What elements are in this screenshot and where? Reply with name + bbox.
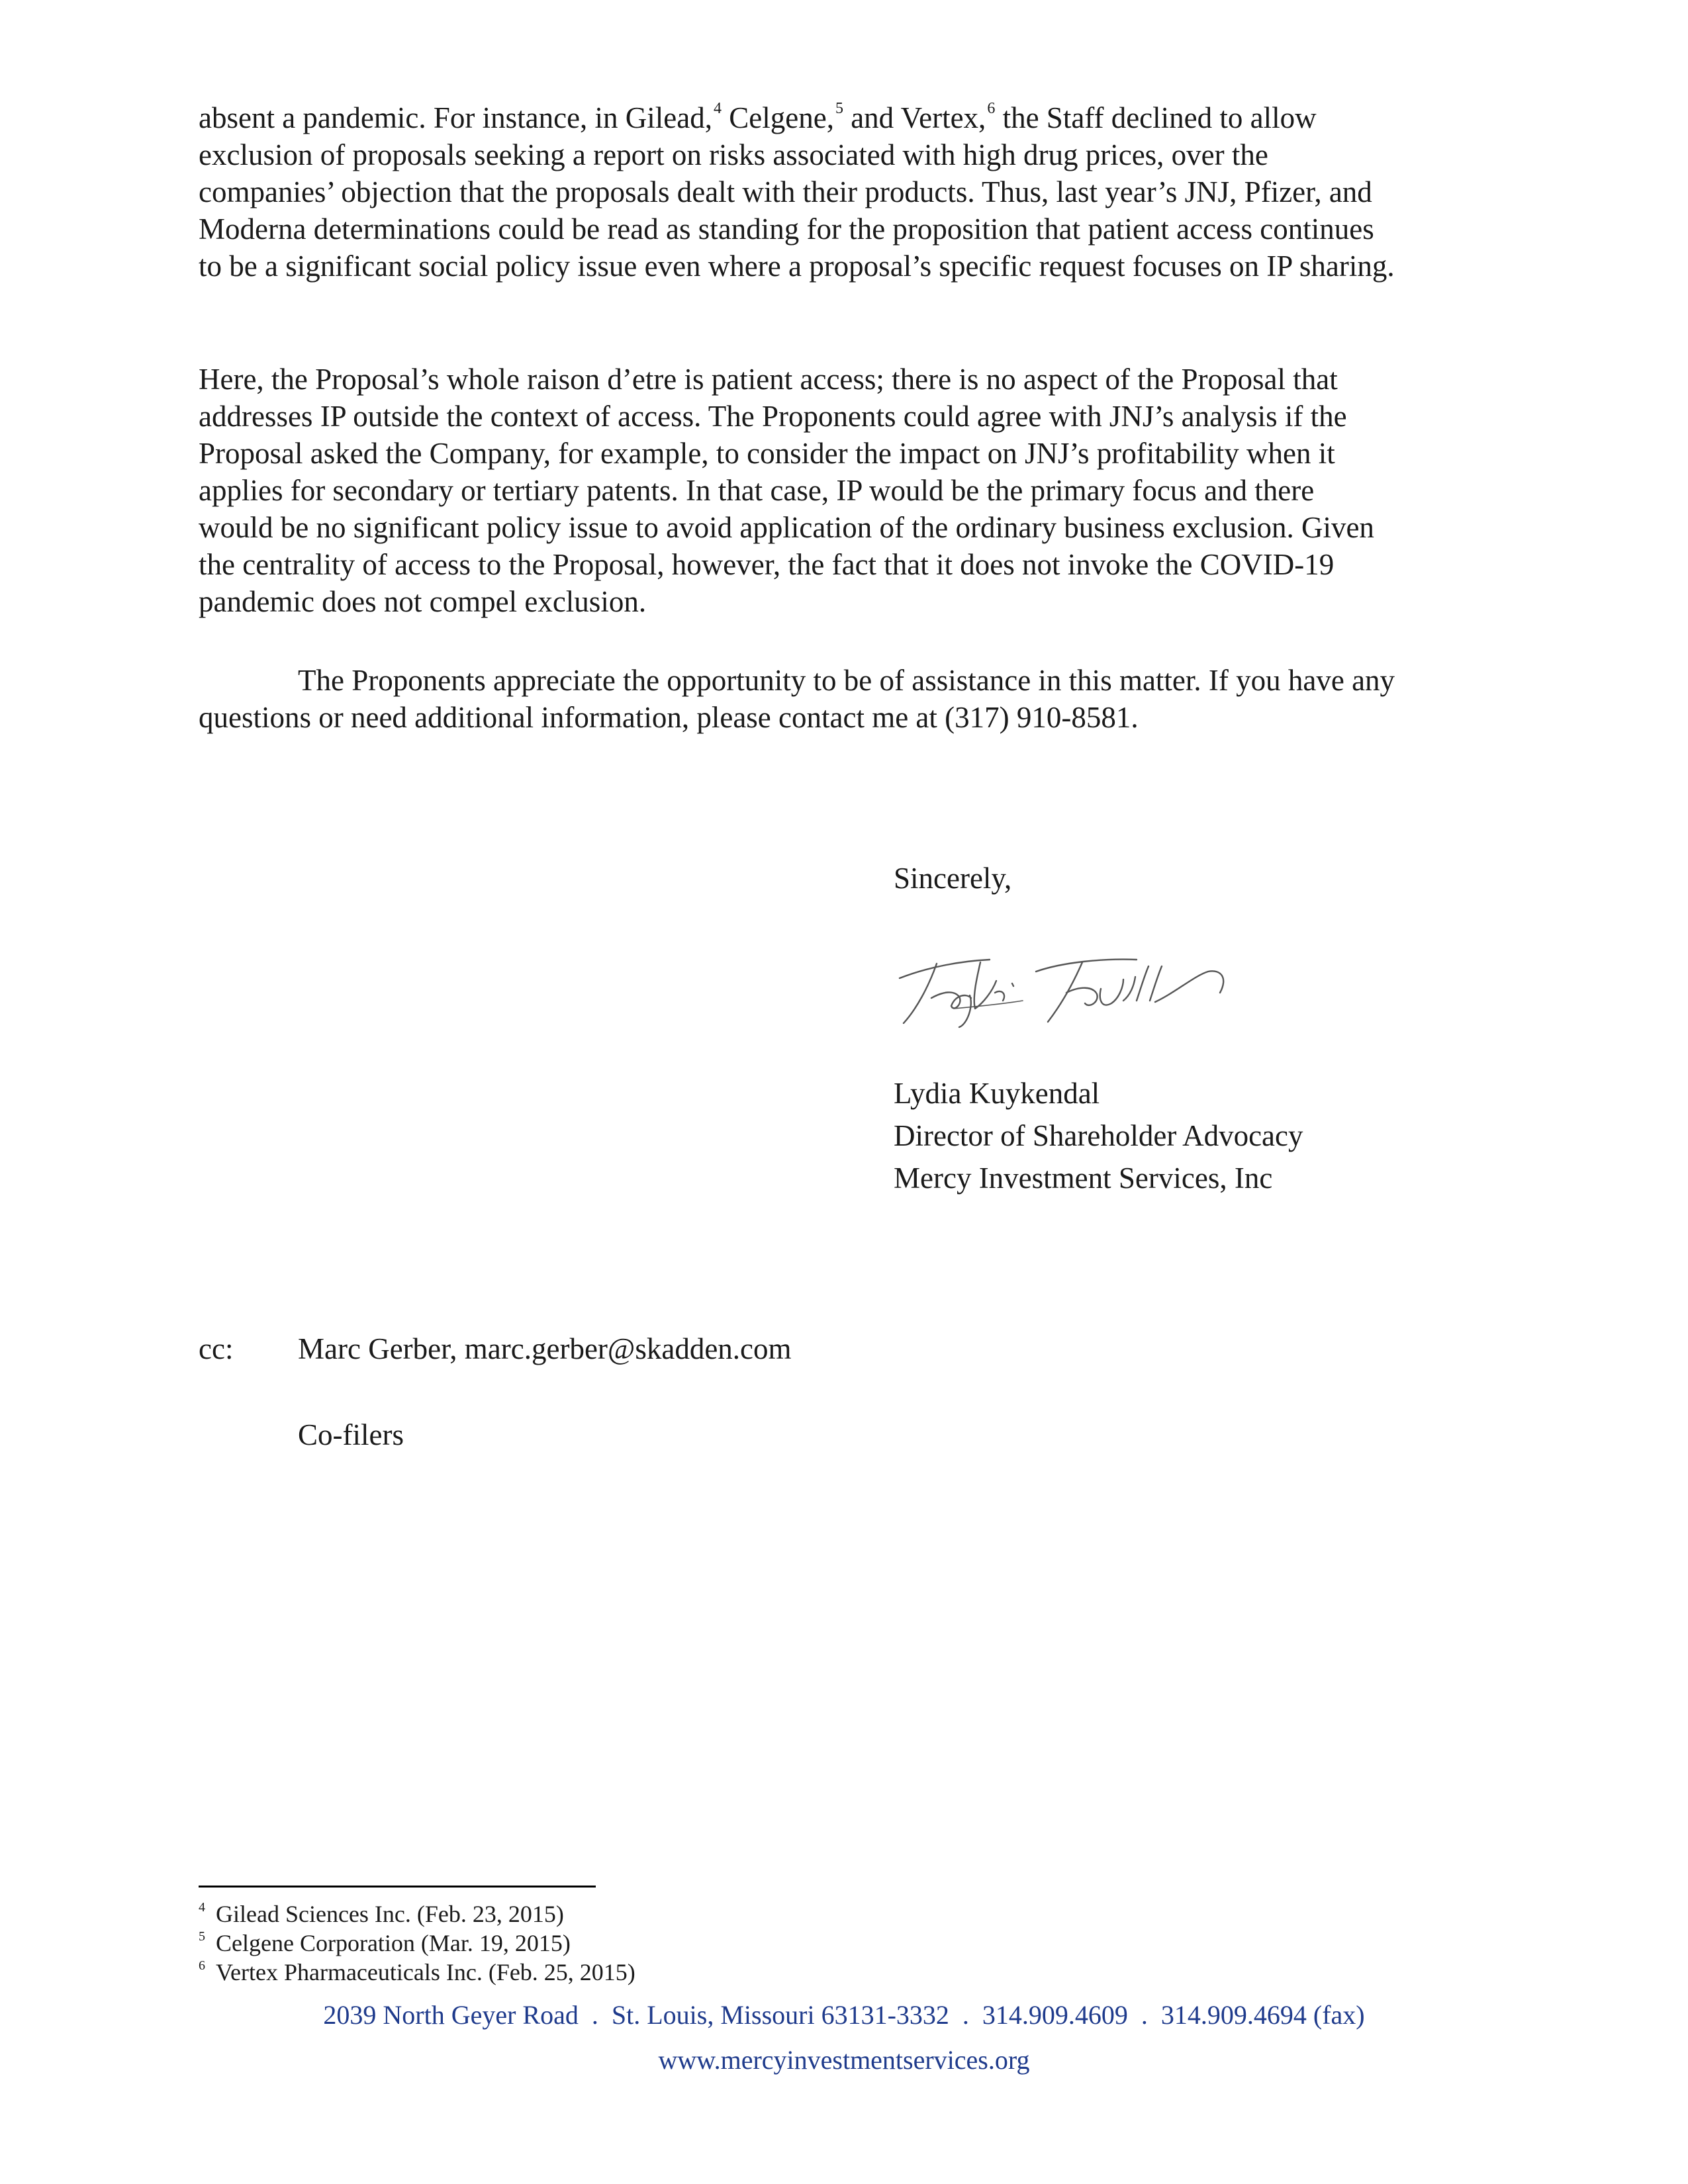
footnote-5	[199, 1929, 635, 1958]
paragraph-line: would be no significant policy issue to avoid application of the ordinary business exclusion. Given	[199, 511, 1374, 544]
footnote-ref-4[interactable]: 4	[714, 100, 722, 117]
cc-cofilers: Co-filers	[298, 1418, 404, 1451]
footnotes	[199, 1899, 635, 1987]
paragraph-line: companies’ objection that the proposals dealt with their products. Thus, last year’s JNJ, Pfizer, and	[199, 175, 1372, 208]
paragraph-line: questions or need additional information, please contact me at (317) 910-8581.	[199, 701, 1139, 734]
paragraph-line: pandemic does not compel exclusion.	[199, 585, 647, 618]
signer-title: Director of Shareholder Advocacy	[894, 1119, 1303, 1152]
footnote-mark: 6	[199, 1958, 205, 1973]
body-paragraph-3	[199, 662, 1523, 736]
paragraph-line: Moderna determinations could be read as standing for the proposition that patient access continues	[199, 212, 1374, 246]
footnote-mark: 4	[199, 1900, 205, 1915]
paragraph-line: The Proponents appreciate the opportunity to be of assistance in this matter. If you have any	[298, 664, 1395, 697]
paragraph-line: applies for secondary or tertiary patents. In that case, IP would be the primary focus and there	[199, 474, 1315, 507]
body-paragraph-1	[199, 99, 1523, 285]
footnote-ref-6[interactable]: 6	[987, 100, 996, 117]
footnote-ref-5[interactable]: 5	[835, 100, 843, 117]
footnote-text: Celgene Corporation (Mar. 19, 2015)	[216, 1930, 571, 1956]
text-run: absent a pandemic. For instance, in Gilead,	[199, 101, 713, 134]
handwritten-signature	[890, 940, 1241, 1032]
paragraph-line: Proposal asked the Company, for example, to consider the impact on JNJ’s profitability when it	[199, 437, 1335, 470]
closing-salutation: Sincerely,	[894, 862, 1012, 895]
paragraph-line: addresses IP outside the context of access. The Proponents could agree with JNJ’s analysis if the	[199, 400, 1347, 433]
signer-organization: Mercy Investment Services, Inc	[894, 1161, 1273, 1195]
footnote-4	[199, 1899, 635, 1929]
footnote-text: Gilead Sciences Inc. (Feb. 23, 2015)	[216, 1901, 564, 1927]
footnote-6	[199, 1958, 635, 1987]
paragraph-line: to be a significant social policy issue even where a proposal’s specific request focuses on IP sharing.	[199, 250, 1395, 283]
signer-block	[894, 1072, 1303, 1199]
paragraph-line: the centrality of access to the Proposal, however, the fact that it does not invoke the COVID-19	[199, 548, 1335, 581]
paragraph-line: exclusion of proposals seeking a report on risks associated with high drug prices, over the	[199, 138, 1268, 171]
text-run: the Staff declined to allow	[995, 101, 1317, 134]
footer-website-link[interactable]: www.mercyinvestmentservices.org	[658, 2045, 1030, 2075]
text-run: and Vertex,	[843, 101, 986, 134]
cc-recipient[interactable]: Marc Gerber, marc.gerber@skadden.com	[298, 1332, 792, 1365]
footnote-text: Vertex Pharmaceuticals Inc. (Feb. 25, 2015)	[216, 1959, 635, 1985]
footnote-separator	[199, 1886, 596, 1888]
footer-address: 2039 North Geyer Road . St. Louis, Missouri 63131-3332 . 314.909.4609 . 314.909.4694 (fax)	[323, 2000, 1365, 2030]
body-paragraph-2	[199, 361, 1523, 620]
text-run: Celgene,	[722, 101, 834, 134]
signer-name: Lydia Kuykendal	[894, 1077, 1100, 1110]
cc-label: cc:	[199, 1332, 234, 1365]
paragraph-line: Here, the Proposal’s whole raison d’etre is patient access; there is no aspect of the Proposal that	[199, 363, 1338, 396]
letterhead-footer	[0, 1995, 1688, 2080]
paragraph-line	[199, 99, 1523, 136]
footnote-mark: 5	[199, 1929, 205, 1944]
